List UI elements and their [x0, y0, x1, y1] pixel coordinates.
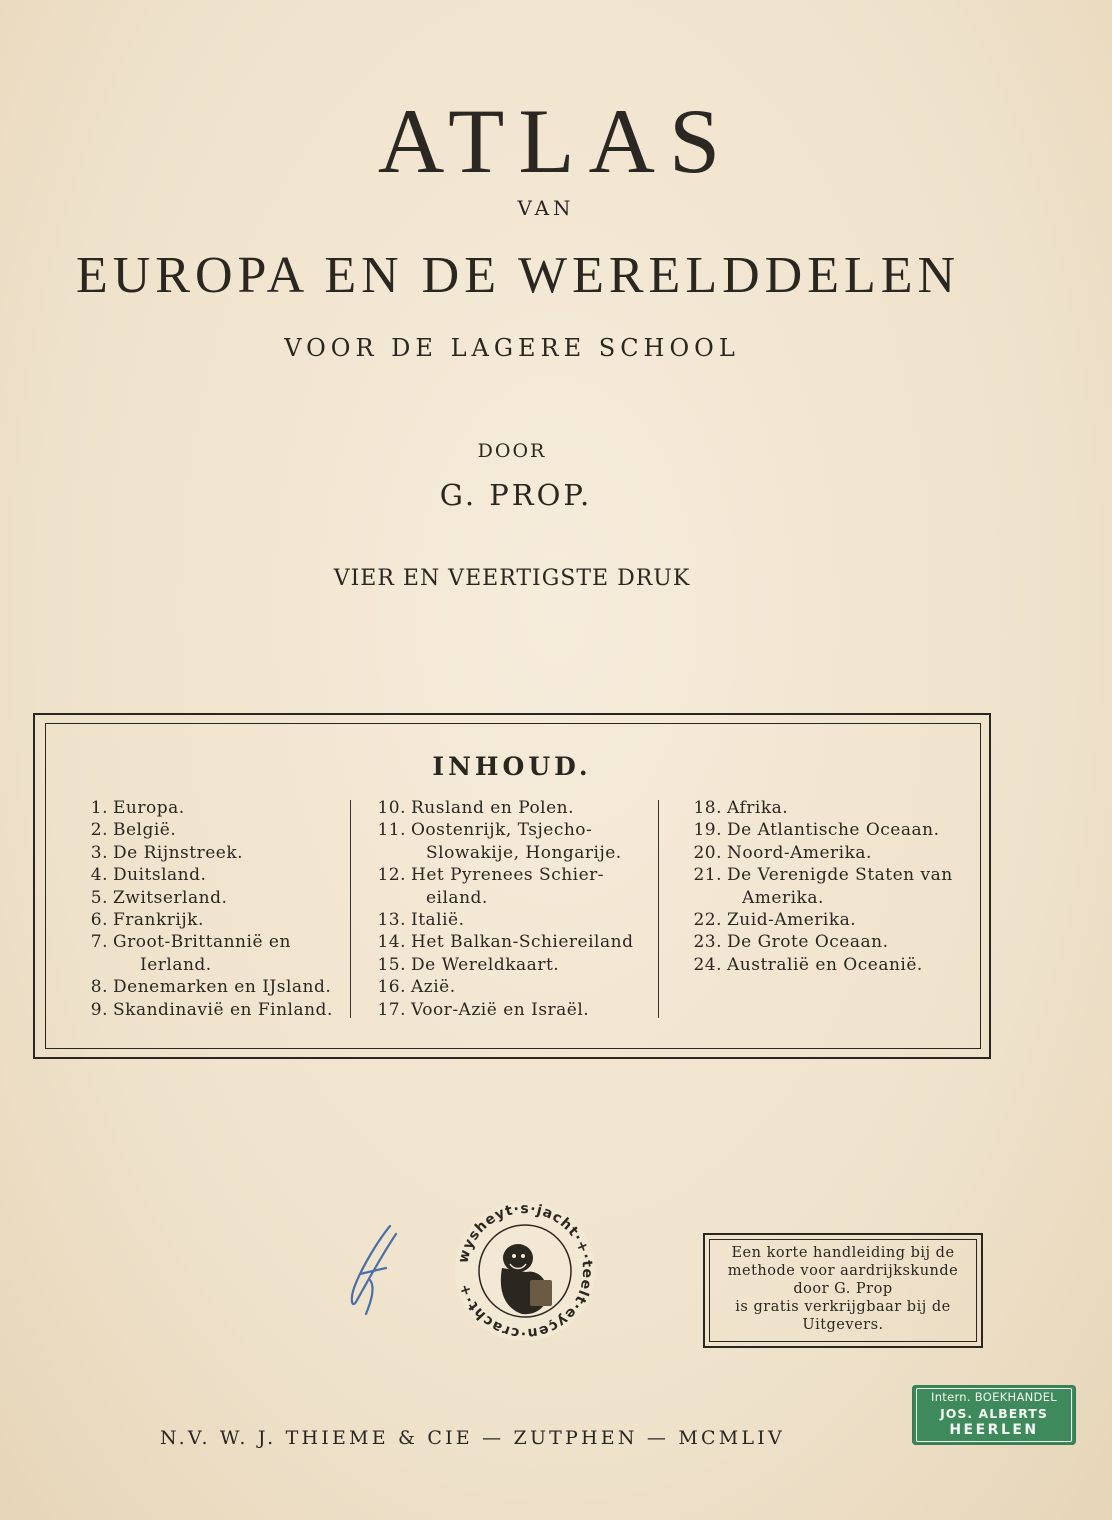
cover-subtitle: EUROPA EN DE WERELDDELEN — [75, 247, 961, 304]
toc-entry-continuation: Amerika. — [742, 887, 824, 908]
toc-entry-number: 12. — [377, 865, 406, 886]
toc-entry — [80, 819, 342, 841]
toc-entry-number: 15. — [377, 954, 406, 975]
toc-entry — [366, 864, 648, 886]
toc-entry-title: Frankrijk. — [113, 910, 204, 931]
toc-entry — [682, 819, 972, 841]
toc-entry — [80, 931, 342, 953]
toc-entry-title: Rusland en Polen. — [411, 798, 575, 818]
toc-entry — [366, 976, 648, 998]
notice-line: door G. Prop — [793, 1281, 893, 1297]
toc-heading: INHOUD. — [432, 752, 592, 781]
handleiding-notice — [703, 1233, 983, 1348]
toc-entry-title: Azië. — [411, 977, 456, 998]
toc-column-2 — [366, 797, 648, 1021]
toc-entry — [682, 864, 972, 886]
notice-line: Uitgevers. — [802, 1317, 884, 1333]
toc-entry-title: Noord-Amerika. — [727, 842, 872, 863]
toc-entry — [682, 954, 972, 976]
toc-entry-number: 7. — [90, 932, 108, 953]
logo-motto: wysheyt·s·jacht·+·teelt·eyçen·cracht·+ — [455, 1200, 596, 1342]
toc-entry — [80, 887, 342, 909]
toc-entry-number: 18. — [693, 798, 722, 818]
toc-entry-number: 1. — [90, 798, 108, 818]
toc-entry-title: De Atlantische Oceaan. — [727, 820, 940, 841]
toc-entry — [366, 931, 648, 953]
toc-entry-number: 19. — [693, 820, 722, 841]
toc-entry-number: 10. — [377, 798, 406, 818]
toc-entry-number: 6. — [90, 910, 108, 931]
toc-column-3 — [682, 797, 972, 976]
toc-entry — [366, 999, 648, 1021]
toc-entry-continuation: eiland. — [426, 887, 488, 908]
toc-column-1 — [80, 797, 342, 1021]
toc-entry-number: 17. — [377, 999, 406, 1020]
toc-entry — [682, 842, 972, 864]
toc-entry-title: Italië. — [411, 910, 465, 931]
toc-entry-number: 14. — [377, 932, 406, 953]
notice-text — [705, 1244, 981, 1334]
notice-line: Een korte handleiding bij de — [731, 1245, 955, 1261]
toc-entry-title: De Grote Oceaan. — [727, 932, 889, 953]
sticker-line-1: Intern. BOEKHANDEL — [931, 1390, 1057, 1404]
toc-entry-title: Australië en Oceanië. — [727, 954, 923, 975]
toc-entry-title: De Rijnstreek. — [113, 842, 244, 863]
toc-entry-title: Voor-Azië en Israël. — [411, 999, 590, 1020]
toc-entry-title: Het Balkan-Schiereiland — [411, 932, 634, 953]
publisher-line: N.V. W. J. THIEME & CIE — ZUTPHEN — MCMLIV — [160, 1427, 785, 1449]
cover-author: G. PROP. — [439, 478, 593, 512]
toc-entry-continuation: Ierland. — [140, 954, 212, 975]
toc-entry-number: 4. — [90, 865, 108, 886]
toc-entry-number: 24. — [693, 954, 722, 975]
pen-scribble-icon — [340, 1218, 404, 1318]
notice-line: is gratis verkrijgbaar bij de — [735, 1299, 951, 1315]
toc-entry-title: Afrika. — [727, 798, 789, 818]
toc-entry — [80, 797, 342, 819]
toc-entry — [80, 864, 342, 886]
publisher-logo-icon — [452, 1198, 598, 1344]
toc-entry-title: België. — [113, 820, 177, 841]
toc-entry-number: 21. — [693, 865, 722, 886]
toc-column-divider — [658, 800, 659, 1018]
toc-entry — [682, 797, 972, 819]
toc-entry — [366, 954, 648, 976]
toc-entry-number: 3. — [90, 842, 108, 863]
toc-entry-number: 9. — [90, 999, 108, 1020]
toc-entry-number: 22. — [693, 910, 722, 931]
toc-entry — [80, 909, 342, 931]
toc-entry — [366, 909, 648, 931]
toc-entry-title: Duitsland. — [113, 865, 207, 886]
cover-edition: VIER EN VEERTIGSTE DRUK — [333, 566, 691, 591]
sticker-line-2: JOS. ALBERTS — [940, 1406, 1048, 1421]
toc-entry-title: Denemarken en IJsland. — [113, 977, 332, 998]
notice-line: methode voor aardrijkskunde — [727, 1263, 959, 1279]
toc-entry-number: 20. — [693, 842, 722, 863]
toc-entry-number: 5. — [90, 887, 108, 908]
toc-entry — [366, 819, 648, 841]
toc-entry — [682, 909, 972, 931]
cover-door: DOOR — [477, 440, 547, 462]
toc-entry-title: De Verenigde Staten van — [727, 865, 953, 886]
toc-entry-number: 11. — [377, 820, 406, 841]
toc-entry-title: Zuid-Amerika. — [727, 910, 857, 931]
toc-entry — [80, 976, 342, 998]
cover-title: ATLAS — [377, 90, 735, 192]
toc-entry-title: Zwitserland. — [113, 887, 228, 908]
toc-entry-title: Groot-Brittannië en — [113, 932, 291, 953]
toc-entry-title: Het Pyrenees Schier- — [411, 865, 605, 886]
toc-entry-continuation: Slowakije, Hongarije. — [426, 842, 622, 863]
cover-van: VAN — [517, 196, 575, 220]
cover-school-line: VOOR DE LAGERE SCHOOL — [284, 334, 740, 362]
toc-entry-number: 13. — [377, 910, 406, 931]
sticker-line-3: HEERLEN — [949, 1422, 1039, 1438]
toc-entry-title: De Wereldkaart. — [411, 954, 560, 975]
toc-entry-title: Oostenrijk, Tsjecho- — [411, 820, 593, 841]
toc-entry — [80, 842, 342, 864]
toc-entry-number: 23. — [693, 932, 722, 953]
toc-entry-number: 16. — [377, 977, 406, 998]
toc-entry-number: 8. — [90, 977, 108, 998]
toc-entry-title: Skandinavië en Finland. — [113, 999, 333, 1020]
toc-entry — [366, 797, 648, 819]
bookseller-sticker — [912, 1385, 1076, 1445]
toc-entry — [682, 931, 972, 953]
toc-entry-number: 2. — [90, 820, 108, 841]
toc-entry — [80, 999, 342, 1021]
toc-column-divider — [350, 800, 351, 1018]
toc-entry-title: Europa. — [113, 798, 185, 818]
